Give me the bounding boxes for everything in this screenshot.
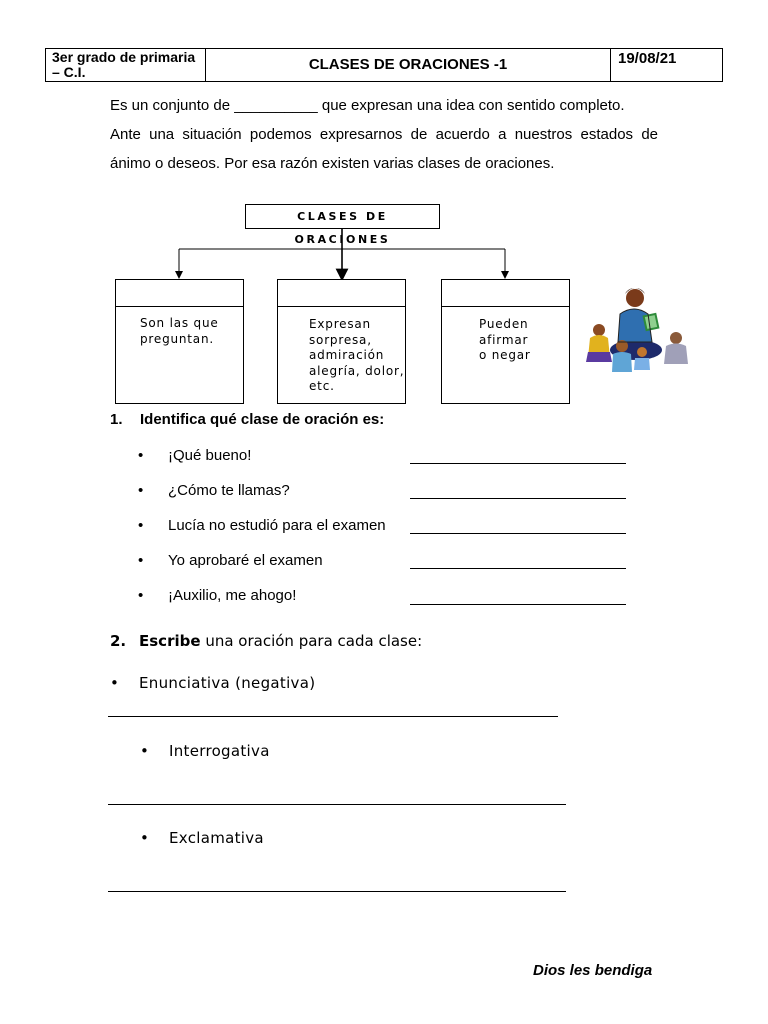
q1-item-text: Lucía no estudió para el examen bbox=[168, 517, 386, 534]
bullet: • bbox=[140, 742, 150, 760]
question-2-text: una oración para cada clase: bbox=[205, 632, 423, 650]
bullet: • bbox=[138, 552, 144, 569]
bullet: • bbox=[138, 482, 144, 499]
diagram-box-blank-header bbox=[116, 280, 243, 307]
date-cell: 19/08/21 bbox=[618, 50, 677, 67]
reading-group-clipart bbox=[582, 280, 694, 378]
bullet: • bbox=[140, 829, 150, 847]
question-2-title bbox=[110, 632, 422, 650]
question-1-text: Identifica qué clase de oración es: bbox=[140, 411, 385, 428]
q2-answer-line[interactable] bbox=[108, 716, 558, 717]
q1-item bbox=[138, 517, 386, 534]
q2-item-text: Enunciativa (negativa) bbox=[139, 674, 316, 692]
intro-line-1: Es un conjunto de __________ que expresan una idea con sentido completo. bbox=[110, 97, 625, 114]
diagram-box-blank-header bbox=[442, 280, 569, 307]
diagram-box-text: Expresan sorpresa, admiración alegría, dolor, etc. bbox=[309, 317, 405, 393]
q2-answer-line[interactable] bbox=[108, 804, 566, 805]
worksheet-title: CLASES DE ORACIONES -1 bbox=[206, 49, 611, 81]
bullet: • bbox=[110, 674, 120, 692]
q2-item-interrogativa bbox=[140, 742, 270, 760]
q1-item bbox=[138, 482, 290, 499]
q1-item-text: Yo aprobaré el examen bbox=[168, 552, 323, 569]
q1-item-text: ¡Qué bueno! bbox=[168, 447, 252, 464]
q1-item-text: ¿Cómo te llamas? bbox=[168, 482, 290, 499]
q2-item-text: Interrogativa bbox=[169, 742, 270, 760]
diagram-box-text: Pueden afirmar o negar bbox=[479, 317, 531, 362]
diagram-box-exclamativa bbox=[277, 279, 406, 404]
bullet: • bbox=[138, 517, 144, 534]
question-2-number: 2. bbox=[110, 632, 127, 650]
diagram-box-enunciativa bbox=[441, 279, 570, 404]
bullet: • bbox=[138, 447, 144, 464]
q2-answer-line[interactable] bbox=[108, 891, 566, 892]
bullet: • bbox=[138, 587, 144, 604]
grade-cell: 3er grado de primaria – C.I. bbox=[46, 49, 206, 81]
diagram-box-blank-header bbox=[278, 280, 405, 307]
intro-line-3: ánimo o deseos. Por esa razón existen varias clases de oraciones. bbox=[110, 155, 555, 172]
q1-answer-line[interactable] bbox=[410, 604, 626, 605]
diagram-box-interrogativa bbox=[115, 279, 244, 404]
q1-item bbox=[138, 447, 251, 464]
q1-answer-line[interactable] bbox=[410, 533, 626, 534]
question-1-number: 1. bbox=[110, 411, 123, 428]
q1-item bbox=[138, 552, 323, 569]
q2-item-exclamativa bbox=[140, 829, 264, 847]
q2-item-enunciativa bbox=[110, 674, 315, 692]
diagram-title-box: CLASES DE ORACIONES bbox=[245, 204, 440, 229]
signature: Dios les bendiga bbox=[533, 962, 653, 979]
q1-answer-line[interactable] bbox=[410, 568, 626, 569]
q2-item-text: Exclamativa bbox=[169, 829, 264, 847]
intro-line-2: Ante una situación podemos expresarnos de acuerdo a nuestros estados de bbox=[110, 126, 658, 143]
q1-item bbox=[138, 587, 296, 604]
q1-answer-line[interactable] bbox=[410, 463, 626, 464]
question-2-verb: Escribe bbox=[139, 632, 201, 650]
question-1-title bbox=[110, 411, 384, 428]
q1-answer-line[interactable] bbox=[410, 498, 626, 499]
q1-item-text: ¡Auxilio, me ahogo! bbox=[168, 587, 297, 604]
diagram-box-text: Son las que preguntan. bbox=[140, 316, 219, 346]
